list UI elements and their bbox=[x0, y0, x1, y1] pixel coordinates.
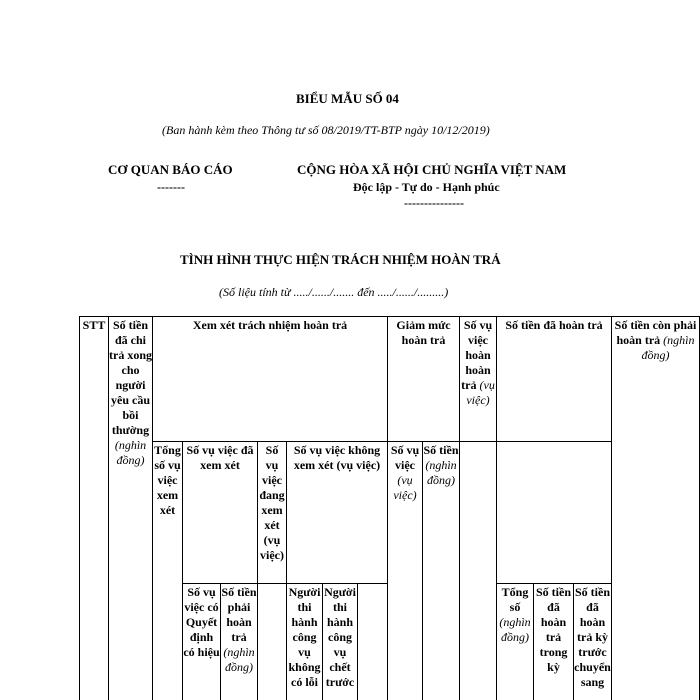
empty-review-cell bbox=[358, 584, 388, 700]
sub-decision-cases-header: Số vụ việc có Quyết định có hiệu bbox=[183, 584, 221, 700]
review-group-header: Xem xét trách nhiệm hoàn trả bbox=[153, 317, 388, 442]
nation-motto: Độc lập - Tự do - Hạnh phúc bbox=[353, 180, 500, 194]
sub-refunded-in-period-header: Số tiền đã hoàn trả trong kỳ bbox=[534, 584, 574, 700]
sub-refunded-prev-period-header: Số tiền đã hoàn trả kỳ trước chuyển sang bbox=[574, 584, 612, 700]
remaining-amount-header: Số tiền còn phải hoàn trả (nghìn đồng) bbox=[612, 317, 700, 700]
nation-dashes: --------------- bbox=[404, 196, 464, 210]
report-table bbox=[79, 316, 700, 700]
sub-officer-dead-header: Người thi hành công vụ chết trước bbox=[323, 584, 358, 700]
refunded-cases-header: Số vụ việc hoàn hoàn trả (vụ việc) bbox=[460, 317, 497, 442]
pending-cases-cell bbox=[258, 584, 287, 700]
nation-name: CỘNG HÒA XÃ HỘI CHỦ NGHĨA VIỆT NAM bbox=[297, 162, 567, 177]
sub-required-amount-header: Số tiền phải hoàn trả (nghìn đồng) bbox=[221, 584, 258, 700]
not-reviewed-cases-header: Số vụ việc không xem xét (vụ việc) bbox=[287, 442, 388, 584]
agency-dashes: ------- bbox=[157, 180, 185, 194]
paid-amount-header: Số tiền đã chi trả xong cho người yêu cầu bồi thường (nghìn đồng) bbox=[109, 317, 153, 700]
sub-total-amount-header: Tổng số (nghìn đồng) bbox=[497, 584, 534, 700]
stt-header: STT bbox=[80, 317, 109, 700]
report-period: (Số liệu tính từ ...../....../....... đến ...../....../.........) bbox=[219, 285, 449, 299]
form-title: BIỂU MẪU SỐ 04 bbox=[296, 91, 399, 106]
pending-cases-header: Số vụ việc đang xem xét (vụ việc) bbox=[258, 442, 287, 584]
refunded-amount-group-header: Số tiền đã hoàn trả bbox=[497, 317, 612, 442]
total-cases-header: Tổng số vụ việc xem xét bbox=[153, 442, 183, 700]
reduction-cases-header: Số vụ việc (vụ việc) bbox=[388, 442, 423, 700]
sub-officer-no-fault-header: Người thi hành công vụ không có lỗi bbox=[287, 584, 323, 700]
report-title: TÌNH HÌNH THỰC HIỆN TRÁCH NHIỆM HOÀN TRẢ bbox=[180, 252, 501, 267]
reduction-group-header: Giảm mức hoàn trả bbox=[388, 317, 460, 442]
reduction-amount-header: Số tiền (nghìn đồng) bbox=[423, 442, 460, 700]
refunded-amount-subhead-cell bbox=[497, 442, 612, 584]
agency-label: CƠ QUAN BÁO CÁO bbox=[108, 162, 233, 177]
refunded-cases-cell bbox=[460, 442, 497, 700]
reviewed-cases-header: Số vụ việc đã xem xét bbox=[183, 442, 258, 584]
issued-note: (Ban hành kèm theo Thông tư số 08/2019/TT-BTP ngày 10/12/2019) bbox=[162, 123, 490, 137]
